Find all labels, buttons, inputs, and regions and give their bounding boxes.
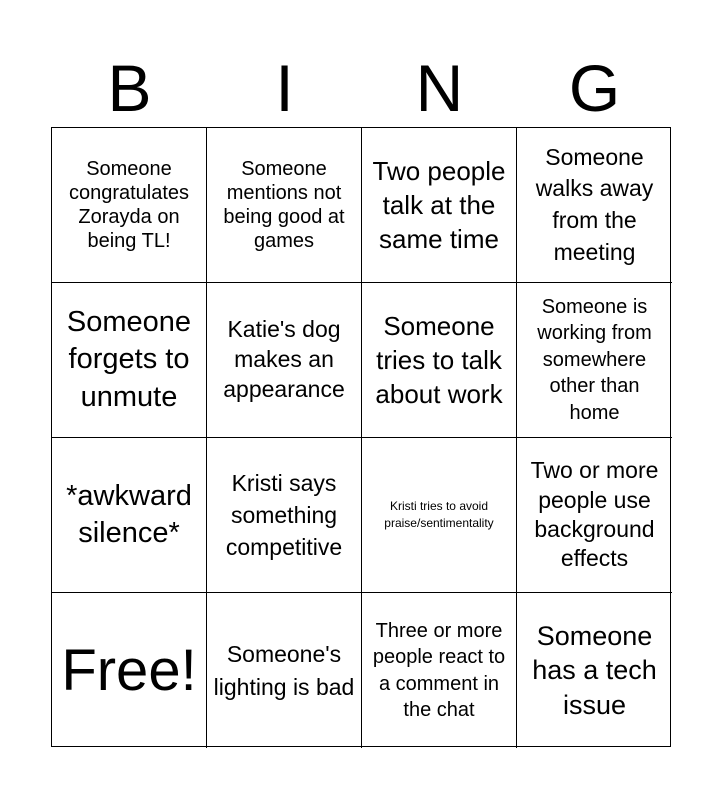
bingo-cell-r1c4[interactable] — [517, 128, 672, 283]
bingo-cell-text: Someone has a tech issue — [532, 620, 657, 720]
bingo-cell-r2c4[interactable] — [517, 283, 672, 438]
bingo-cell-text: Kristi says something competitive — [225, 469, 343, 561]
bingo-cell-r1c1[interactable] — [52, 128, 207, 283]
bingo-cell-r4c2[interactable] — [207, 593, 362, 748]
bingo-board — [51, 127, 671, 747]
header-letter-b: B — [107, 51, 152, 125]
bingo-cell-text: Three or more people react to a comment in the chat — [372, 619, 506, 721]
header-letter-n: N — [415, 51, 464, 125]
bingo-cell-text: Someone tries to talk about work — [375, 310, 503, 410]
bingo-cell-text: Someone congratulates Zorayda on being TL! — [68, 158, 190, 252]
bingo-cell-r3c3[interactable] — [362, 438, 517, 593]
bingo-cell-text: Someone walks away from the meeting — [535, 143, 654, 265]
bingo-cell-text: Someone mentions not being good at games — [223, 158, 345, 252]
bingo-cell-r4c3[interactable] — [362, 593, 517, 748]
bingo-cell-r3c1[interactable] — [52, 438, 207, 593]
bingo-cell-text: Someone forgets to unmute — [66, 306, 192, 413]
bingo-cell-text: Two people talk at the same time — [372, 155, 506, 255]
free-space-text: Free! — [61, 637, 197, 703]
bingo-cell-r3c4[interactable] — [517, 438, 672, 593]
bingo-cell-r3c2[interactable] — [207, 438, 362, 593]
header-letter-i: I — [275, 51, 294, 125]
bingo-cell-r4c4[interactable] — [517, 593, 672, 748]
bingo-cell-text: *awkward silence* — [66, 479, 192, 549]
bingo-cell-r1c2[interactable] — [207, 128, 362, 283]
bingo-cell-text: Katie's dog makes an appearance — [223, 316, 345, 402]
bingo-cell-r2c1[interactable] — [52, 283, 207, 438]
bingo-cell-r2c3[interactable] — [362, 283, 517, 438]
bingo-cell-text: Kristi tries to avoid praise/sentimentality — [384, 498, 494, 530]
bingo-cell-r1c3[interactable] — [362, 128, 517, 283]
bingo-header — [52, 50, 672, 126]
header-letter-g: G — [568, 51, 621, 125]
bingo-cell-r2c2[interactable] — [207, 283, 362, 438]
bingo-cell-r4c1[interactable] — [52, 593, 207, 748]
bingo-cell-text: Someone is working from somewhere other than home — [537, 296, 652, 424]
bingo-cell-text: Someone's lighting is bad — [213, 641, 355, 700]
bingo-cell-text: Two or more people use background effects — [530, 457, 659, 572]
